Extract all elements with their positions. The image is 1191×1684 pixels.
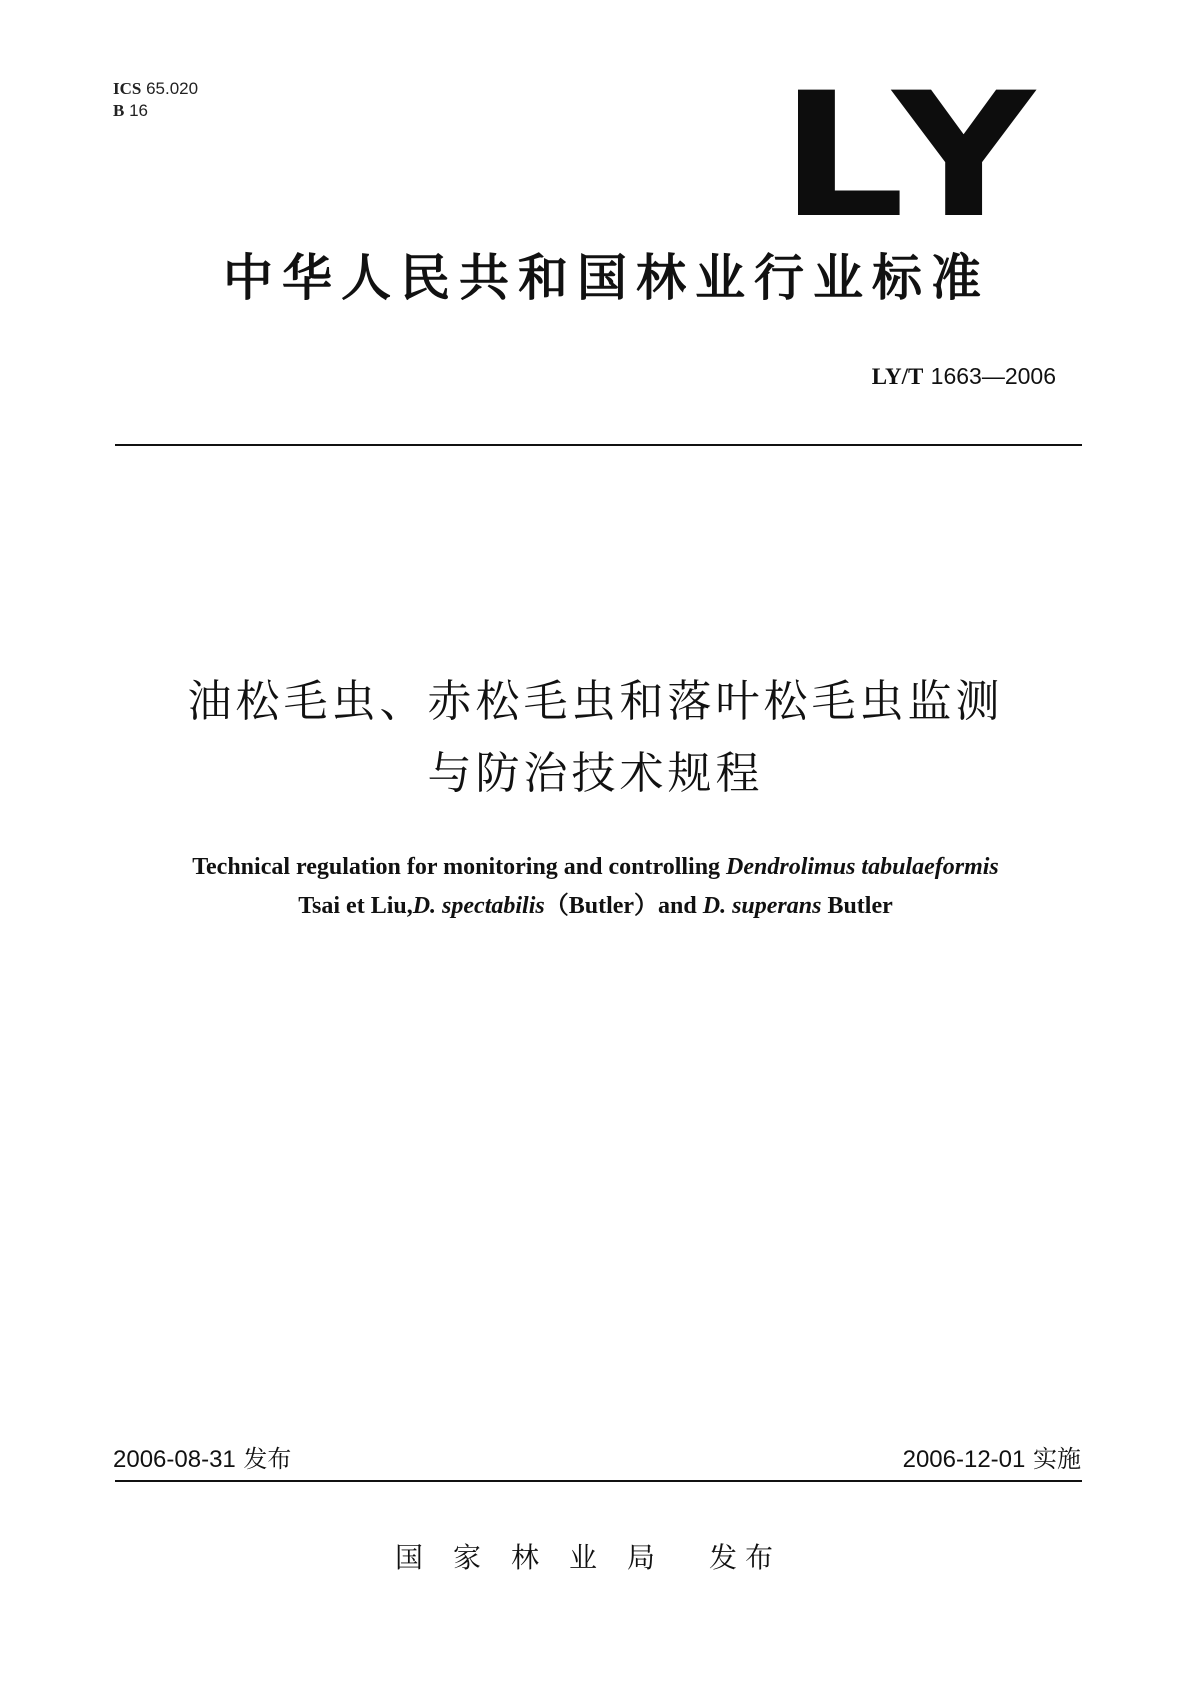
ics-label: ICS xyxy=(113,79,142,98)
bottom-divider xyxy=(115,1480,1082,1482)
ics-line xyxy=(113,78,198,100)
title-en-line1 xyxy=(0,852,1191,882)
title-en-line2-b: D. spectabilis xyxy=(412,893,545,919)
effective-date-word: 实施 xyxy=(1033,1445,1081,1473)
title-en-line2-a: Tsai et Liu, xyxy=(298,893,413,919)
standard-code-number: 1663—2006 xyxy=(930,363,1056,389)
ics-value: 65.020 xyxy=(146,79,199,98)
title-en-line1-plain: Technical regulation for monitoring and controlling xyxy=(192,854,727,880)
title-cn-line2: 与防治技术规程 xyxy=(427,748,764,799)
standard-code xyxy=(872,362,1056,391)
ccs-label: B xyxy=(113,101,125,120)
issue-date xyxy=(113,1444,291,1475)
issue-date-word: 发布 xyxy=(243,1445,292,1473)
standard-code-prefix: LY/T xyxy=(871,364,924,389)
title-en-line2-d: D. superans xyxy=(702,893,822,919)
ly-logo: LY xyxy=(780,55,1053,256)
effective-date xyxy=(903,1444,1081,1475)
effective-date-value: 2006-12-01 xyxy=(902,1446,1026,1473)
publisher-action: 发布 xyxy=(709,1541,782,1574)
ccs-value: 16 xyxy=(129,101,148,120)
title-en-line2-c: （Butler）and xyxy=(544,893,703,919)
ccs-line xyxy=(113,100,198,122)
title-en-line1-italic: Dendrolimus tabulaeformis xyxy=(726,854,999,880)
title-en-line2 xyxy=(0,891,1191,921)
publisher-name: 国家林业局 xyxy=(395,1541,686,1574)
org-title: 中华人民共和国林业行业标准 xyxy=(223,249,990,307)
publisher xyxy=(395,1540,781,1576)
top-divider xyxy=(115,444,1082,446)
title-cn-line1: 油松毛虫、赤松毛虫和落叶松毛虫监测 xyxy=(187,676,1004,727)
issue-date-value: 2006-08-31 xyxy=(113,1446,236,1473)
title-en-line2-e: Butler xyxy=(821,893,893,919)
classification-codes xyxy=(113,78,198,122)
